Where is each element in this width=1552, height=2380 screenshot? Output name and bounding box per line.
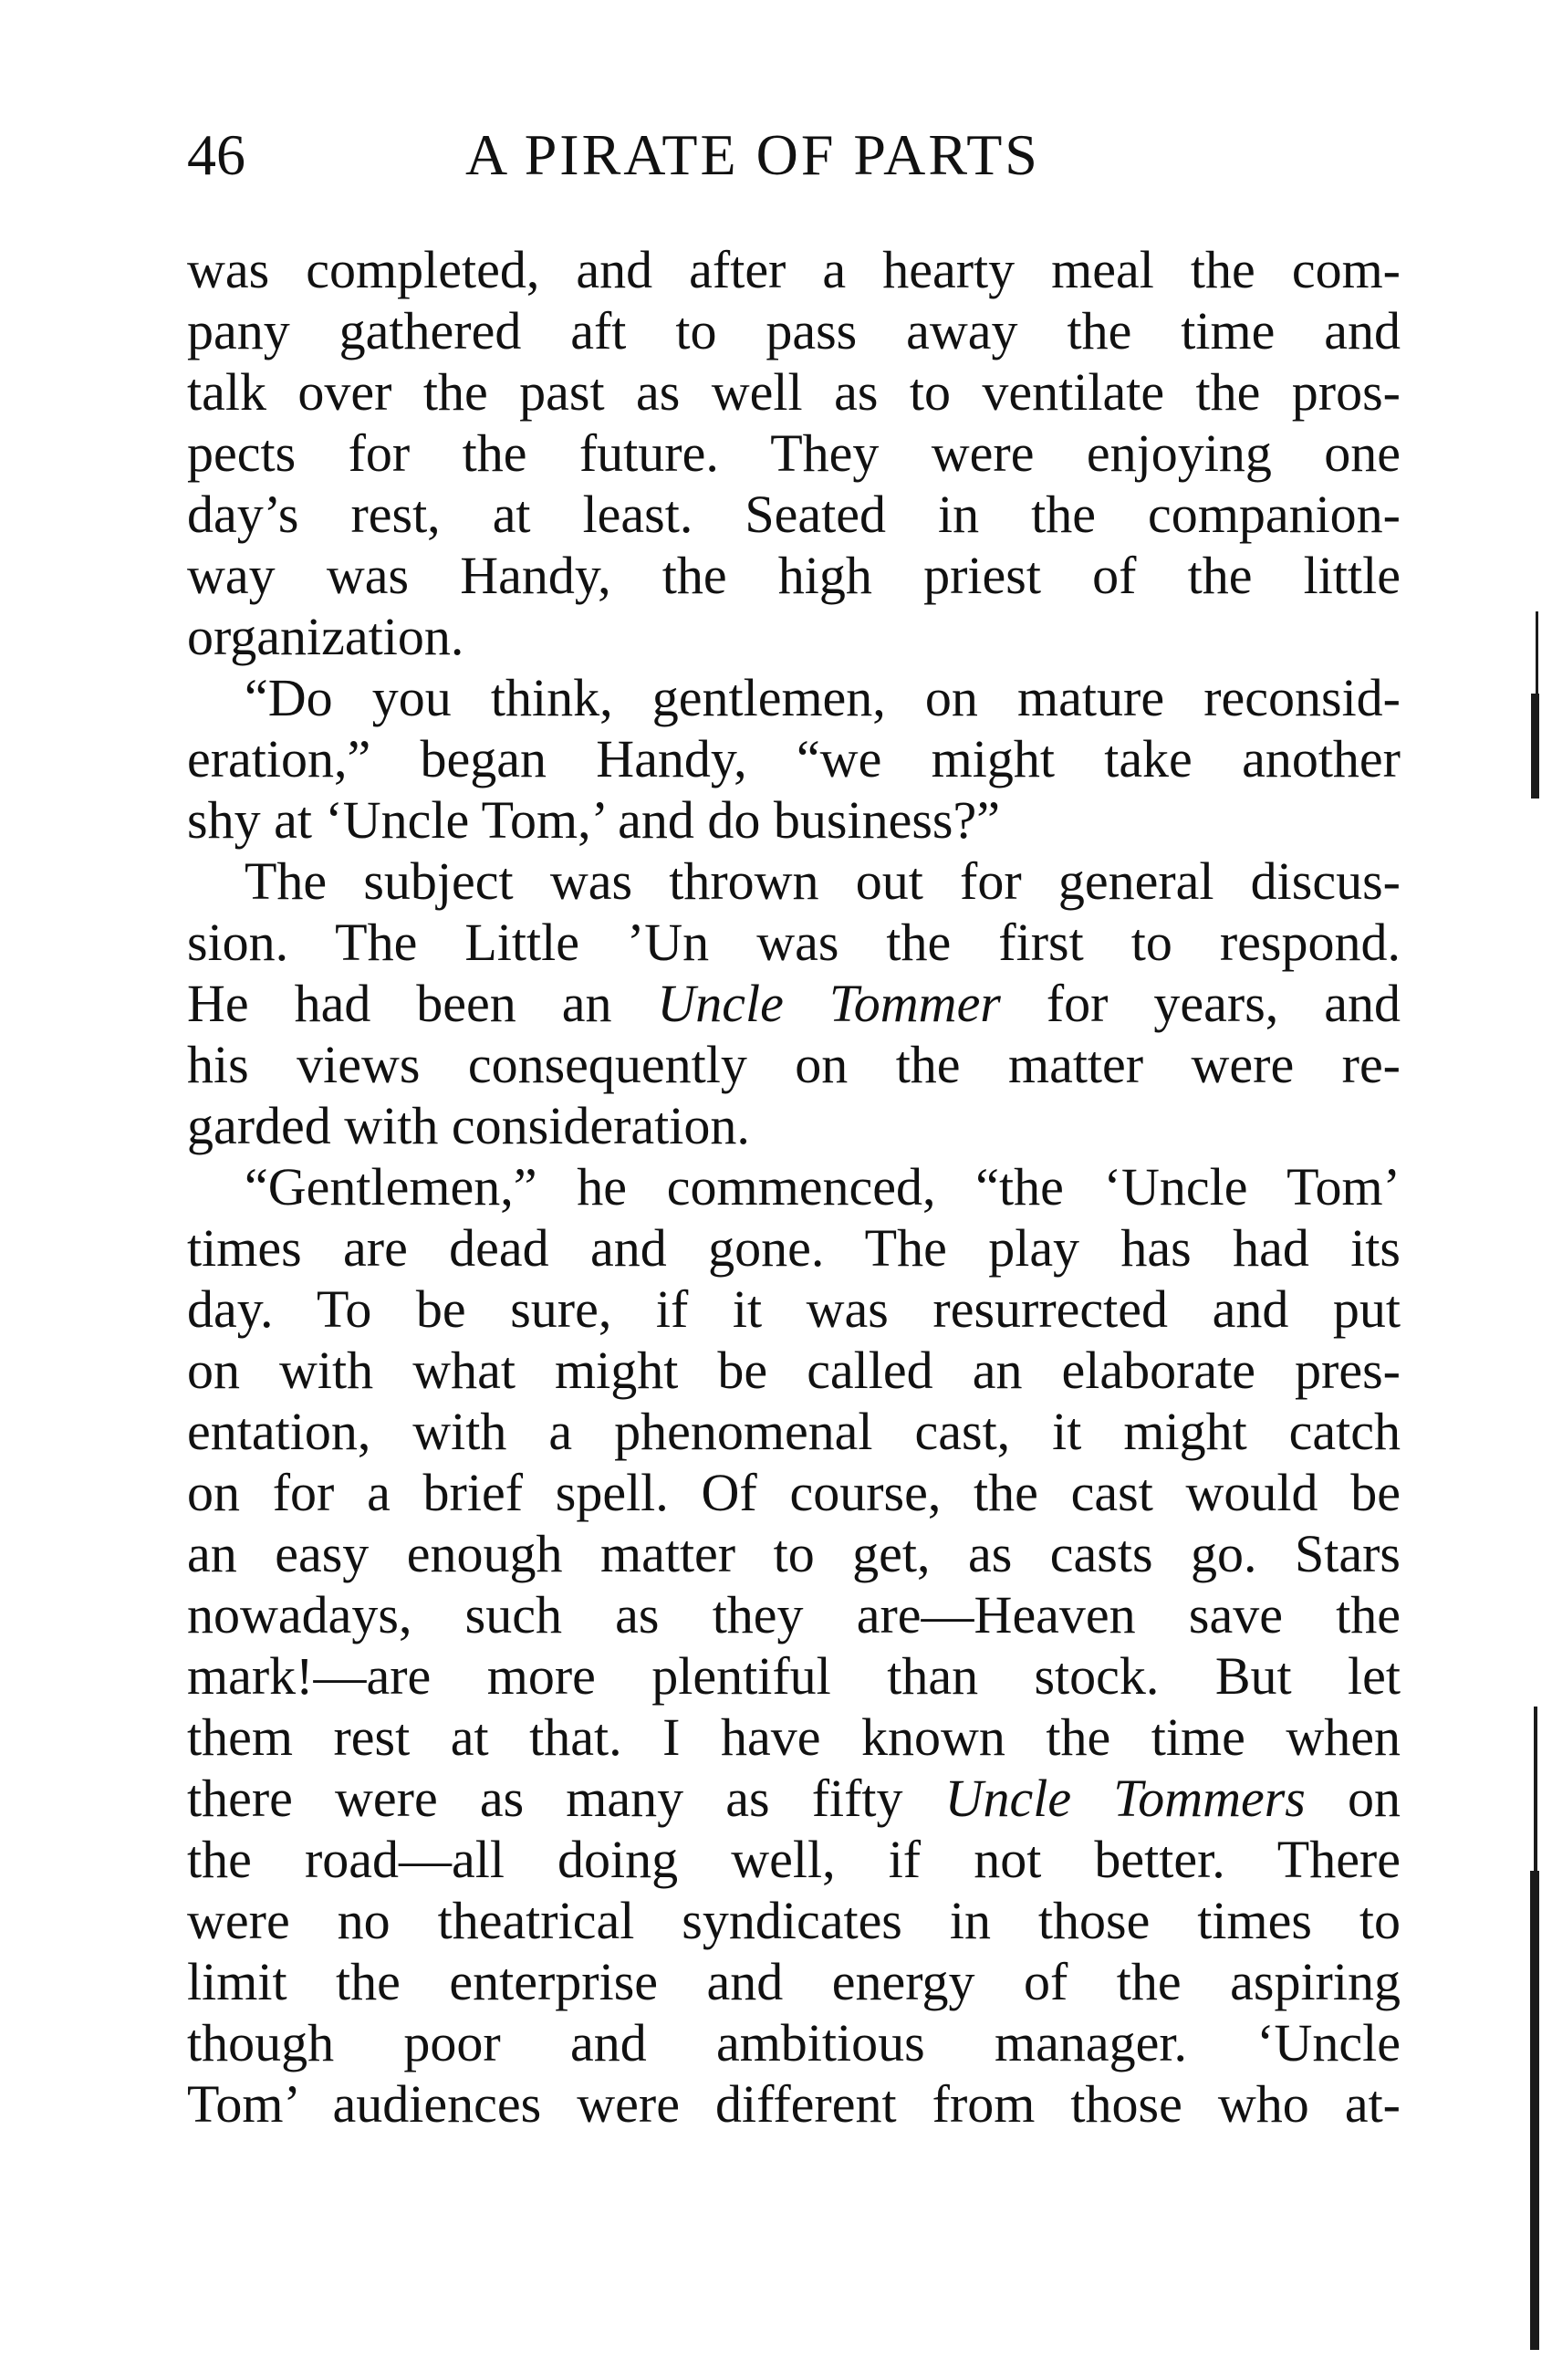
scan-edge-mark (1531, 694, 1539, 799)
text-line: The subject was thrown out for general discus- (245, 851, 1401, 911)
text-line: shy at ‘Uncle Tom,’ and do business?” (187, 790, 1000, 850)
text-line: garded with consideration. (187, 1096, 750, 1155)
text-line: though poor and ambitious manager. ‘Uncle (187, 2013, 1401, 2072)
text-line: sion. The Little ’Un was the first to respond. (187, 913, 1401, 972)
text-line: mark!—are more plentiful than stock. But let (187, 1646, 1401, 1706)
text-line: Tom’ audiences were different from those who at- (187, 2074, 1401, 2134)
scan-edge-mark (1534, 1707, 1537, 1871)
text-line: pany gathered aft to pass away the time and (187, 301, 1401, 360)
text-line: limit the enterprise and energy of the aspiring (187, 1952, 1401, 2011)
text-line: “Do you think, gentlemen, on mature reconsid- (245, 668, 1401, 727)
text-line: talk over the past as well as to ventilate the pros- (187, 362, 1401, 422)
text-line: nowadays, such as they are—Heaven save the (187, 1585, 1401, 1644)
text-line: times are dead and gone. The play has had its (187, 1218, 1401, 1278)
text-line: was completed, and after a hearty meal the com- (187, 240, 1401, 299)
text-line: his views consequently on the matter were re- (187, 1035, 1401, 1094)
page-number: 46 (187, 122, 245, 187)
text-line: were no theatrical syndicates in those times to (187, 1891, 1401, 1950)
text-line: day. To be sure, if it was resurrected and put (187, 1279, 1401, 1339)
text-line: organization. (187, 607, 464, 666)
text-line: them rest at that. I have known the time when (187, 1707, 1401, 1767)
text-line: way was Handy, the high priest of the little (187, 546, 1401, 605)
text-line: pects for the future. They were enjoying one (187, 423, 1401, 483)
text-line: “Gentlemen,” he commenced, “the ‘Uncle Tom’ (245, 1157, 1401, 1216)
text-line: an easy enough matter to get, as casts go. Stars (187, 1524, 1401, 1583)
text-line: eration,” began Handy, “we might take another (187, 729, 1401, 788)
text-line: there were as many as fifty Uncle Tommers on (187, 1769, 1401, 1828)
text-line: on with what might be called an elaborate pres- (187, 1341, 1401, 1400)
text-line: He had been an Uncle Tommer for years, and (187, 974, 1401, 1033)
text-line: day’s rest, at least. Seated in the companion- (187, 485, 1401, 544)
body-text (187, 239, 1401, 2135)
text-line: on for a brief spell. Of course, the cast would be (187, 1463, 1401, 1522)
running-head (187, 114, 1401, 196)
text-line: the road—all doing well, if not better. There (187, 1830, 1401, 1889)
book-title: A PIRATE OF PARTS (465, 122, 1040, 187)
scan-edge-mark (1530, 1871, 1539, 2350)
text-line: entation, with a phenomenal cast, it might catch (187, 1402, 1401, 1461)
